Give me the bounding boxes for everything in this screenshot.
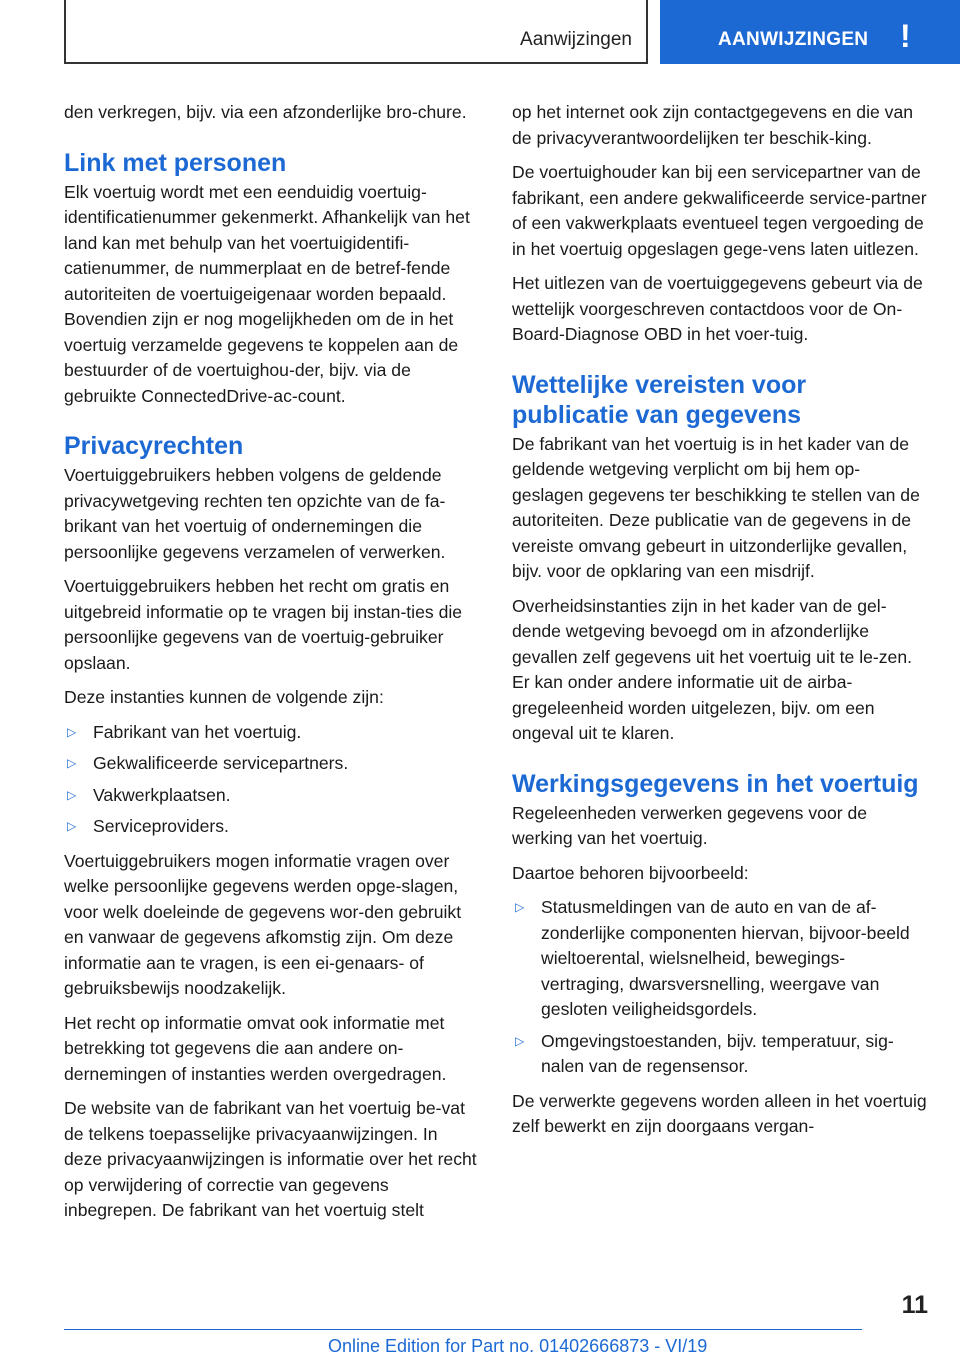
list-item <box>64 814 480 840</box>
header-band-label: AANWIJZINGEN <box>718 29 869 50</box>
exclamation-icon: ! <box>900 18 911 54</box>
triangle-bullet-icon: ▷ <box>67 819 77 833</box>
triangle-bullet-icon: ▷ <box>515 1033 525 1048</box>
list-item <box>512 895 928 1023</box>
paragraph: De website van de fabrikant van het voertuig be-vat de telkens toepasselijke privacyaanwijzingen. In deze privacyaanwijzingen is informatie over het recht op verwijdering of correctie van gegevens inbegrepen. De fabrikant van het voertuig stelt <box>64 1098 477 1220</box>
list-item-text: Fabrikant van het voertuig. <box>93 721 302 742</box>
paragraph: op het internet ook zijn contactgegevens en die van de privacyverantwoordelijken ter beschik-king. <box>512 102 914 148</box>
triangle-bullet-icon: ▷ <box>67 756 77 770</box>
paragraph: den verkregen, bijv. via een afzonderlijke bro-chure. <box>64 102 467 122</box>
header-section-box <box>64 0 648 64</box>
bullet-list <box>64 720 480 840</box>
triangle-bullet-icon: ▷ <box>515 900 525 914</box>
section-heading: Werkingsgegevens in het voertuig <box>512 769 919 798</box>
paragraph: Daartoe behoren bijvoorbeeld: <box>512 862 749 883</box>
paragraph: Voertuiggebruikers hebben volgens de geldende privacywetgeving rechten ten opzichte van de fa-brikant van het voertuig of ondernemingen die persoonlijke gegevens verzamelen of verwerken. <box>64 465 446 562</box>
paragraph: Voertuiggebruikers hebben het recht om gratis en uitgebreid informatie op te vragen bij instan-ties die persoonlijke gegevens van de voertuig-gebruiker opslaan. <box>64 576 463 673</box>
paragraph: Deze instanties kunnen de volgende zijn: <box>64 687 384 707</box>
paragraph: Overheidsinstanties zijn in het kader van de gel-dende wetgeving bevoegd om in afzonderlijke gevallen zelf gegevens uit het voertuig uit te le-zen. Er kan onder andere informatie uit de airba-gregeleenheid worden uitgelezen, bijv. om een ongeval uit te klaren. <box>512 595 913 743</box>
section-heading: Wettelijke vereisten voor publicatie van gegevens <box>512 370 807 429</box>
paragraph: Voertuiggebruikers mogen informatie vragen over welke persoonlijke gegevens werden opge-slagen, voor welk doeleinde de gegevens wor-den gebruikt en vanwaar de gegevens afkomstig zijn. Om deze informatie aan te vragen, is een ei-genaars- of gebruiksbewijs noodzakelijk. <box>64 850 462 998</box>
paragraph: De fabrikant van het voertuig is in het kader van de geldende wetgeving verplicht om bij hem op-geslagen gegevens ter beschikking te stellen van de autoriteiten. Deze publicatie van de gegevens in de vereiste omvang gebeurt in uitzonderlijke gevallen, bijv. voor de opklaring van een misdrijf. <box>512 433 920 581</box>
header-band <box>660 0 960 64</box>
list-item-text: Vakwerkplaatsen. <box>93 784 231 805</box>
list-item <box>512 1029 928 1080</box>
list-item <box>64 783 480 809</box>
list-item-text: Gekwalificeerde servicepartners. <box>93 753 349 773</box>
right-column <box>512 100 928 1149</box>
footer-divider <box>64 1329 862 1330</box>
paragraph: Het uitlezen van de voertuiggegevens gebeurt via de wettelijk voorgeschreven contactdoos voor de On-Board-Diagnose OBD in het voer-tuig. <box>512 273 923 344</box>
header-section-title: Aanwijzingen <box>520 29 632 50</box>
section-heading: Privacyrechten <box>64 432 244 460</box>
section-heading: Link met personen <box>64 148 287 177</box>
paragraph: Regeleenheden verwerken gegevens voor de werking van het voertuig. <box>512 802 868 848</box>
triangle-bullet-icon: ▷ <box>67 787 77 802</box>
paragraph: De verwerkte gegevens worden alleen in het voertuig zelf bewerkt en zijn doorgaans vergan- <box>512 1090 927 1136</box>
list-item <box>64 720 480 746</box>
bullet-list <box>512 895 928 1080</box>
list-item-text: Statusmeldingen van de auto en van de af-zonderlijke componenten hiervan, bijvoor-beeld wieltoerental, wielsnelheid, bewegings-vertraging, dwarsversnelling, weergave van gesloten veiligheidsgordels. <box>541 897 910 1019</box>
list-item-text: Serviceproviders. <box>93 816 229 836</box>
list-item-text: Omgevingstoestanden, bijv. temperatuur, sig-nalen van de regensensor. <box>541 1030 894 1076</box>
paragraph: Het recht op informatie omvat ook informatie met betrekking tot gegevens die aan andere on-dernemingen of instanties werden overgedragen. <box>64 1012 447 1084</box>
left-column <box>64 100 480 1233</box>
footer-edition-text: Online Edition for Part no. 01402666873 - VI/19 <box>328 1336 708 1356</box>
list-item <box>64 751 480 777</box>
page-number: 11 <box>901 1291 928 1319</box>
paragraph: Elk voertuig wordt met een eenduidig voertuig-identificatienummer gekenmerkt. Afhankelijk van het land kan met behulp van het voertuigidentifi-catienummer, de nummerplaat en de betref-fende autoriteiten de voertuigeigenaar worden bepaald. Bovendien zijn er nog mogelijkheden om de in het voertuig verzamelde gegevens te koppelen aan de bestuurder of de voertuighou-der, bijv. via de gebruikte ConnectedDrive-ac-count. <box>64 181 470 406</box>
triangle-bullet-icon: ▷ <box>67 724 77 739</box>
paragraph: De voertuighouder kan bij een servicepartner van de fabrikant, een andere gekwalificeerde service-partner of een vakwerkplaats eventueel tegen vergoeding de in het voertuig opgeslagen gege-vens laten uitlezen. <box>512 162 927 259</box>
